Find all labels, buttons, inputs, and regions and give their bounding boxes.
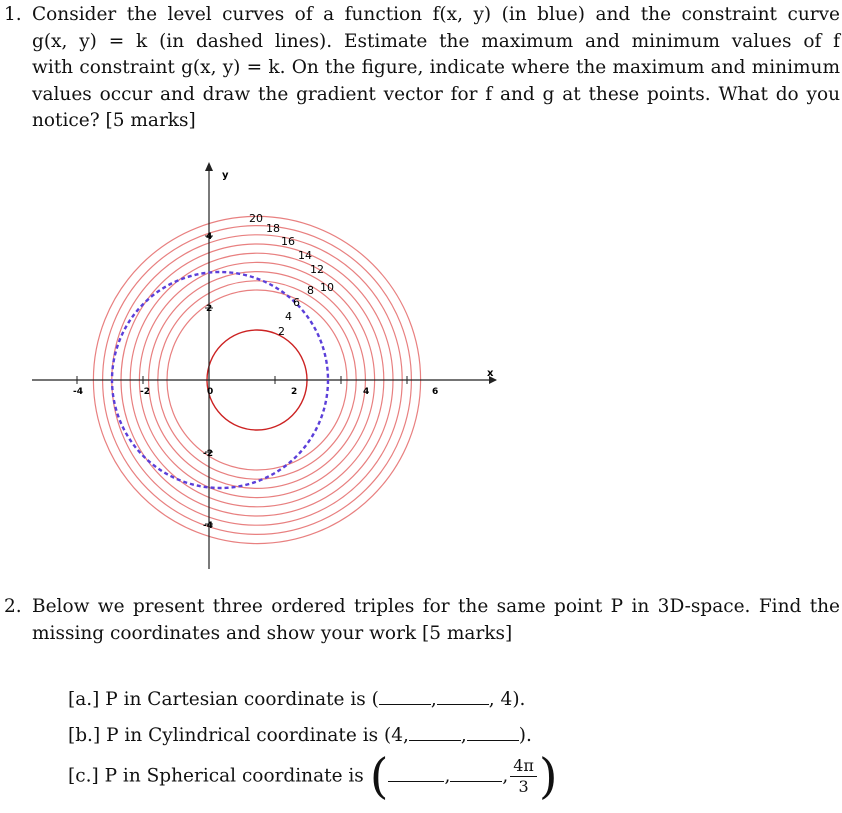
item-a-blank-1[interactable] xyxy=(379,686,431,705)
question-1-number: 1. xyxy=(4,4,22,25)
x-tick-label: 0 xyxy=(207,387,214,397)
question-1-line-4: values occur and draw the gradient vector for f and g at these points. What do you xyxy=(32,83,840,105)
y-tick-label: 2 xyxy=(206,304,213,314)
item-c: [c.] P in Spherical coordinate is ( , , $\frac{4\pi}{3}$ ) xyxy=(68,748,558,805)
x-tick-label: -2 xyxy=(140,387,150,397)
item-c-text: P in Spherical coordinate is xyxy=(104,765,364,787)
question-2-line-1: Below we present three ordered triples for the same point P in 3D-space. Find the xyxy=(32,596,840,617)
item-a-end: , 4). xyxy=(488,689,526,710)
item-c-fraction xyxy=(510,756,537,797)
x-tick-label: 4 xyxy=(363,387,370,397)
y-tick-label: 4 xyxy=(206,232,213,242)
item-b-tag: [b.] xyxy=(68,725,101,746)
question-2-number: 2. xyxy=(4,596,22,617)
contour-label: 6 xyxy=(293,296,300,309)
item-c-tag: [c.] xyxy=(68,765,99,787)
contour-label: 20 xyxy=(249,212,263,225)
contour-label: 18 xyxy=(266,222,280,235)
question-2 xyxy=(4,594,840,647)
contour-label: 14 xyxy=(298,249,312,262)
x-tick-label: -4 xyxy=(73,387,83,397)
y-tick-label: -4 xyxy=(203,521,213,531)
contour-label: 12 xyxy=(310,263,324,276)
contour-label: 8 xyxy=(307,284,314,297)
item-c-blank-1[interactable] xyxy=(388,763,444,782)
contour-label: 16 xyxy=(281,235,295,248)
question-1-line-5: notice? [5 marks] xyxy=(32,110,196,131)
contour-label: 2 xyxy=(278,325,285,338)
contour-label: 4 xyxy=(285,310,292,323)
item-b-blank-2[interactable] xyxy=(467,722,519,741)
contour-label: 10 xyxy=(320,281,334,294)
item-c-frac-den: 3 xyxy=(518,777,529,796)
question-1-line-3: with constraint g(x, y) = k. On the figure, indicate where the maximum and minimum xyxy=(32,57,840,78)
item-a: [a.] P in Cartesian coordinate is ( , , 4). xyxy=(68,686,525,710)
question-1-line-1: Consider the level curves of a function f(x, y) (in blue) and the constraint curve xyxy=(32,4,840,25)
item-b-text: P in Cylindrical coordinate is (4, xyxy=(106,725,409,746)
item-b-end: ). xyxy=(518,725,532,746)
x-axis-label: x xyxy=(487,368,494,379)
question-1-line-2: g(x, y) = k (in dashed lines). Estimate the maximum and minimum values of f xyxy=(32,30,840,52)
item-b-blank-1[interactable] xyxy=(409,722,461,741)
y-axis-arrow-icon xyxy=(205,162,213,171)
x-tick-label: 2 xyxy=(291,387,298,397)
question-2-line-2: missing coordinates and show your work [5 marks] xyxy=(32,622,513,644)
y-tick-label: -2 xyxy=(203,449,213,459)
item-c-frac-num: 4π xyxy=(510,756,537,777)
item-a-blank-2[interactable] xyxy=(437,686,489,705)
x-tick-label: 6 xyxy=(432,387,439,397)
item-a-tag: [a.] xyxy=(68,689,100,710)
y-axis-label: y xyxy=(222,170,229,181)
contour-labels xyxy=(249,212,334,338)
item-b: [b.] P in Cylindrical coordinate is (4, , ). xyxy=(68,722,532,746)
item-a-text: P in Cartesian coordinate is ( xyxy=(105,689,379,710)
item-c-blank-2[interactable] xyxy=(450,763,502,782)
